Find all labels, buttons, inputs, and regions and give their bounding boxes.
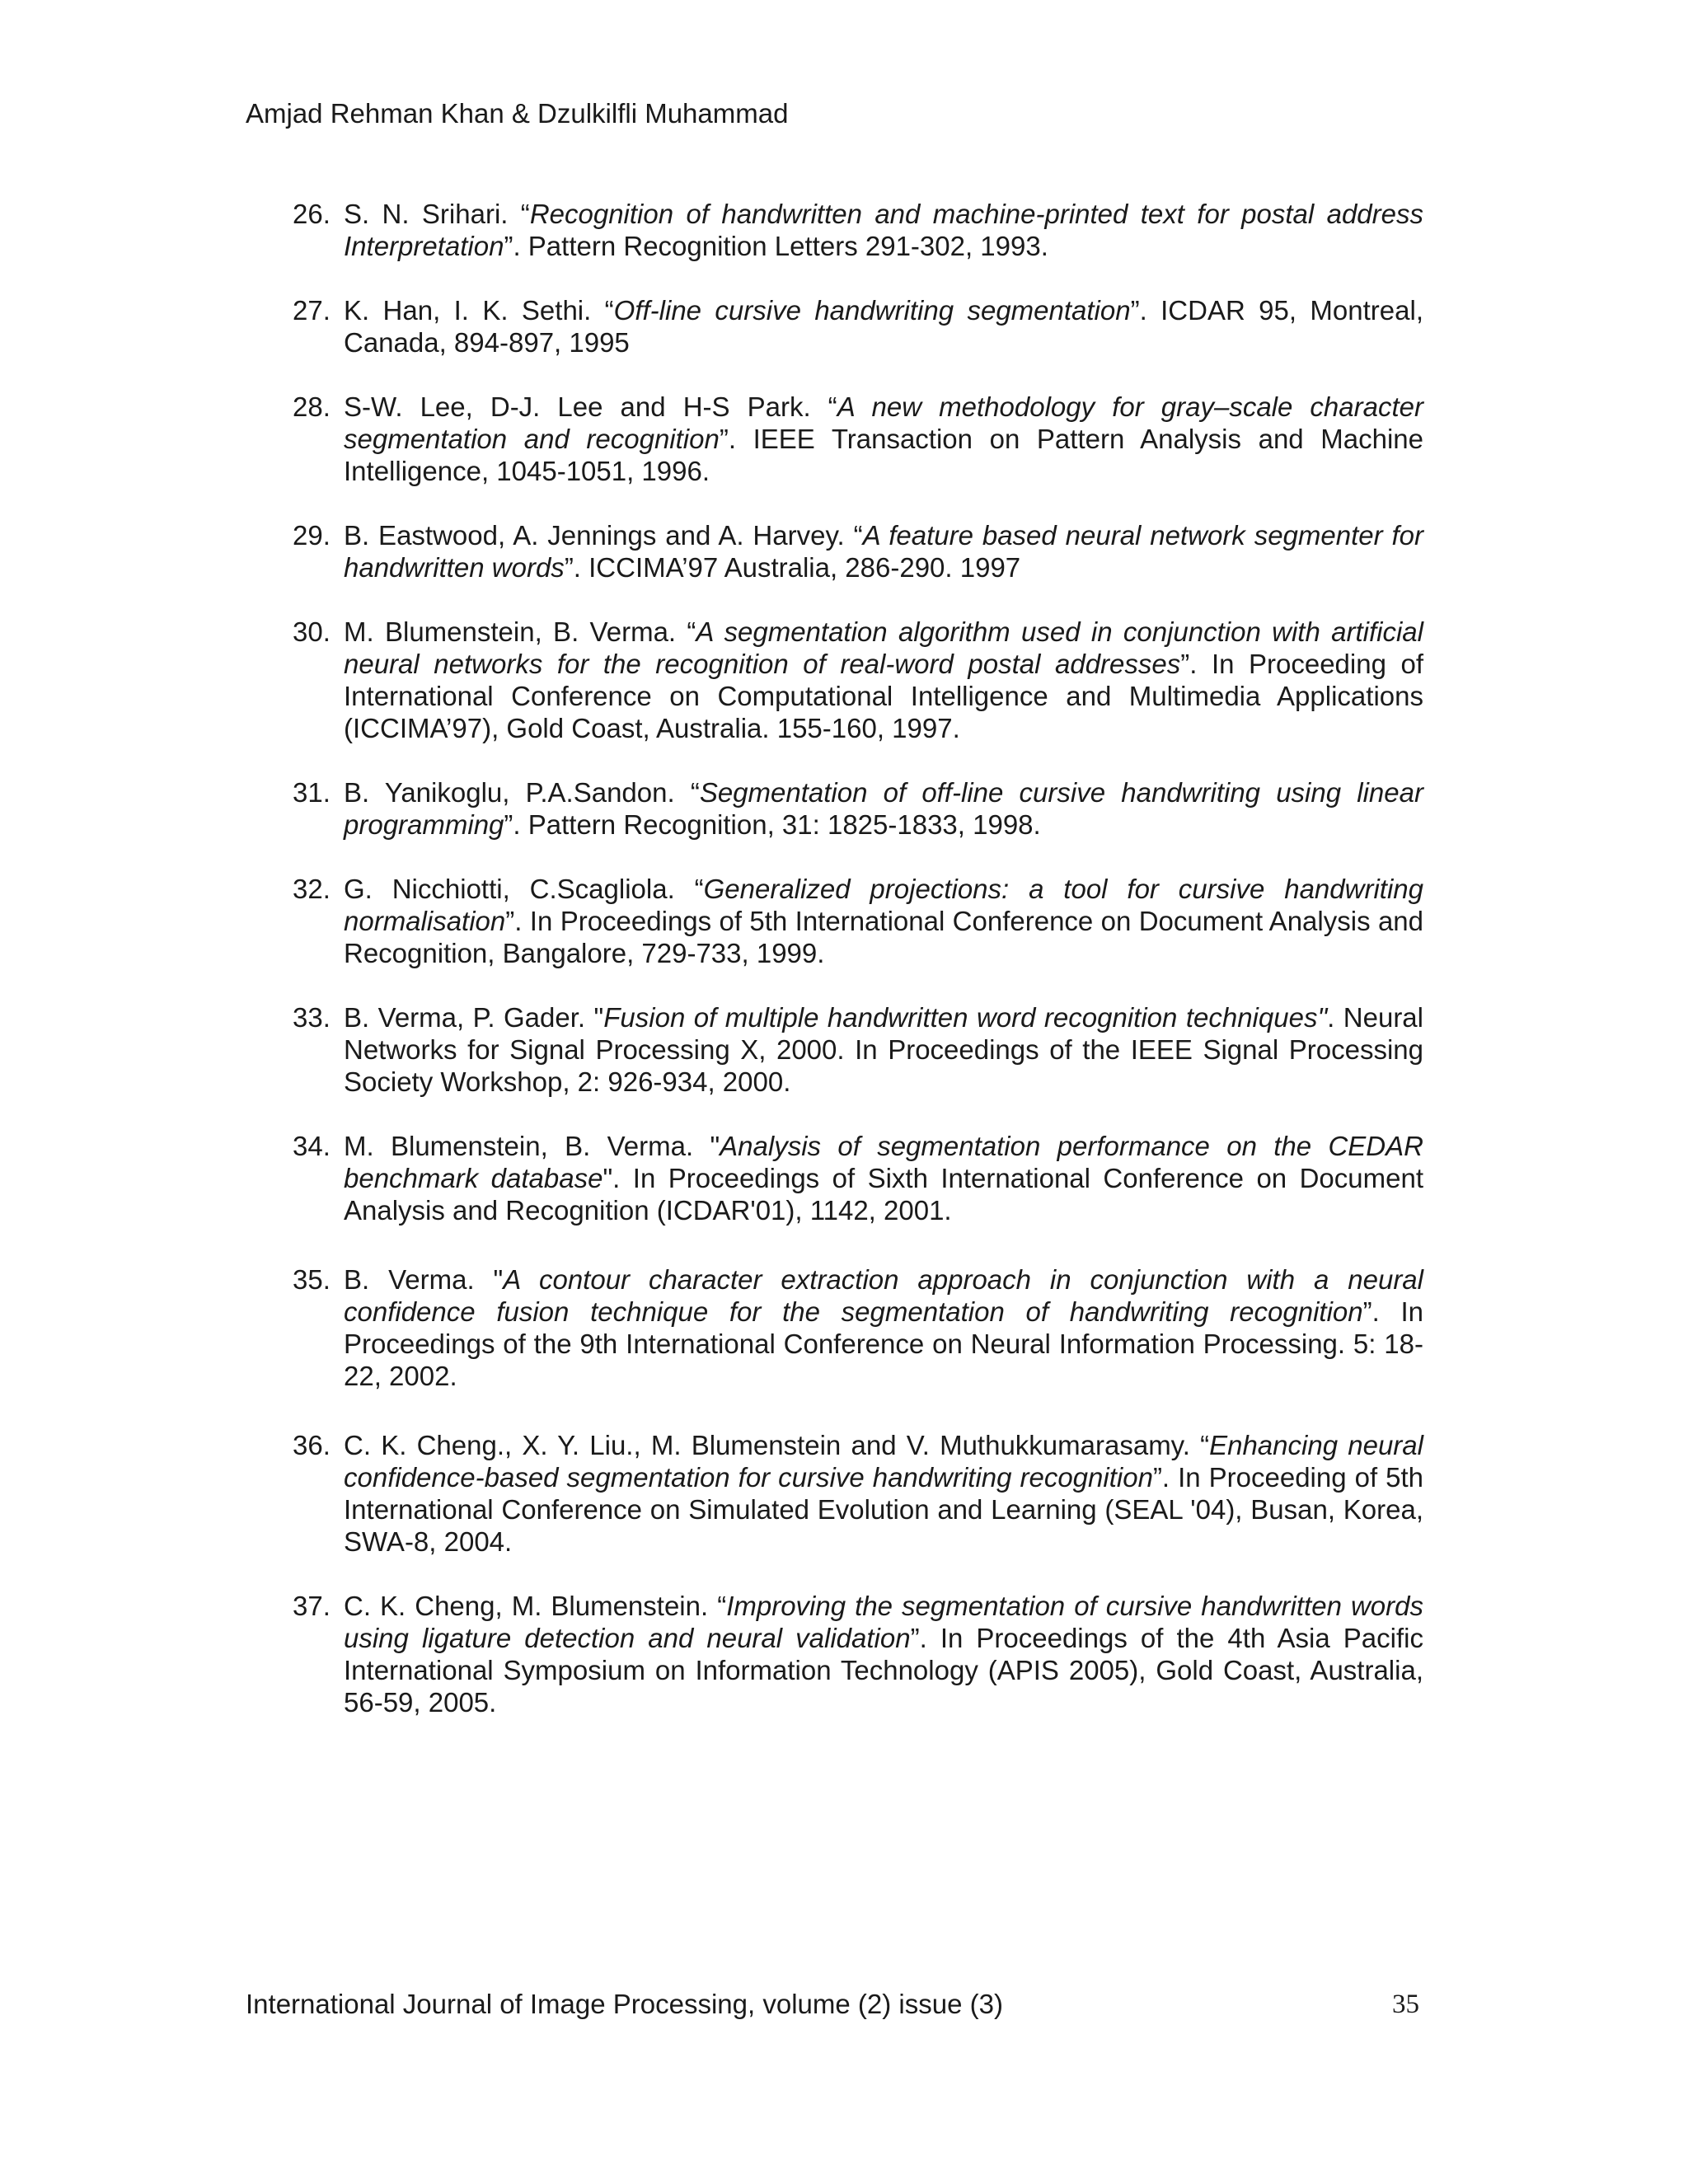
reference-authors: B. Verma, P. Gader. ": [344, 1002, 604, 1033]
reference-authors: K. Han, I. K. Sethi. “: [344, 295, 614, 326]
reference-source: ”. In Proceedings of the 4th Asia Pacific International Symposium on Information Technology (APIS 2005), Gold Coast, Australia, 56-59, 2005.: [344, 1623, 1423, 1718]
footer-journal-citation: International Journal of Image Processing, volume (2) issue (3): [246, 1989, 1003, 2019]
reference-number: 35.: [293, 1264, 331, 1295]
reference-number: 27.: [293, 295, 331, 326]
reference-title: A new methodology for gray–scale character segmentation and recognition: [344, 391, 1423, 454]
reference-authors: B. Eastwood, A. Jennings and A. Harvey. “: [344, 520, 863, 551]
reference-number: 34.: [293, 1131, 331, 1161]
reference-number: 37.: [293, 1591, 331, 1621]
reference-number: 26.: [293, 199, 331, 229]
reference-item: [293, 198, 1423, 262]
reference-number: 36.: [293, 1430, 331, 1460]
reference-item: [293, 294, 1423, 359]
reference-title: Generalized projections: a tool for cursive handwriting normalisation: [344, 874, 1423, 936]
reference-source: ”. In Proceedings of 5th International Conference on Document Analysis and Recognition, Bangalore, 729-733, 1999.: [344, 906, 1423, 968]
reference-authors: S-W. Lee, D-J. Lee and H-S Park. “: [344, 391, 837, 422]
reference-item: [293, 1429, 1423, 1558]
reference-item: [293, 1001, 1423, 1098]
reference-title: Off-line cursive handwriting segmentation: [613, 295, 1131, 326]
reference-source: ”. Pattern Recognition Letters 291-302, 1993.: [504, 231, 1048, 261]
reference-authors: C. K. Cheng., X. Y. Liu., M. Blumenstein and V. Muthukkumarasamy. “: [344, 1430, 1210, 1460]
reference-title: Analysis of segmentation performance on the CEDAR benchmark database: [344, 1131, 1423, 1193]
reference-title: Enhancing neural confidence-based segmentation for cursive handwriting recognition: [344, 1430, 1423, 1493]
reference-item: [293, 1130, 1423, 1226]
reference-authors: B. Verma. ": [344, 1264, 504, 1295]
reference-item: [293, 776, 1423, 841]
reference-title: A segmentation algorithm used in conjunction with artificial neural networks for the recognition of real-word postal addresses: [344, 616, 1423, 679]
reference-authors: M. Blumenstein, B. Verma. “: [344, 616, 696, 647]
reference-source: . Neural Networks for Signal Processing X, 2000. In Proceedings of the IEEE Signal Processing Society Workshop, 2: 926-934, 2000.: [344, 1002, 1423, 1097]
reference-source: ”. In Proceedings of the 9th International Conference on Neural Information Processing. 5: 18-22, 2002.: [344, 1296, 1424, 1391]
reference-item: [293, 1263, 1423, 1392]
reference-title: A feature based neural network segmenter for handwritten words: [344, 520, 1423, 583]
reference-title: A contour character extraction approach in conjunction with a neural confidence fusion technique for the segmentation of handwriting recognition: [344, 1264, 1423, 1327]
reference-source: ”. ICDAR 95, Montreal, Canada, 894-897, 1995: [344, 295, 1423, 358]
reference-authors: C. K. Cheng, M. Blumenstein. “: [344, 1591, 727, 1621]
reference-source: ”. In Proceeding of International Conference on Computational Intelligence and Multimedia Applications (ICCIMA’97), Gold Coast, Australia. 155-160, 1997.: [344, 649, 1423, 743]
reference-authors: G. Nicchiotti, C.Scagliola. “: [344, 874, 704, 904]
reference-list: [293, 198, 1423, 1750]
running-head-authors: Amjad Rehman Khan & Dzulkilfli Muhammad: [246, 98, 789, 129]
reference-number: 32.: [293, 874, 331, 904]
reference-title: Improving the segmentation of cursive handwritten words using ligature detection and neural validation: [344, 1591, 1423, 1653]
reference-title: Recognition of handwritten and machine-printed text for postal address Interpretation: [344, 199, 1424, 261]
reference-item: [293, 873, 1423, 969]
reference-authors: M. Blumenstein, B. Verma. ": [344, 1131, 720, 1161]
reference-number: 30.: [293, 616, 331, 647]
reference-authors: B. Yanikoglu, P.A.Sandon. “: [344, 777, 700, 808]
reference-source: ”. ICCIMA’97 Australia, 286-290. 1997: [564, 552, 1021, 583]
reference-authors: S. N. Srihari. “: [344, 199, 530, 229]
reference-item: [293, 616, 1423, 744]
reference-number: 29.: [293, 520, 331, 551]
reference-title: Segmentation of off-line cursive handwriting using linear programming: [344, 777, 1423, 840]
reference-source: ”. Pattern Recognition, 31: 1825-1833, 1998.: [504, 809, 1041, 840]
reference-source: ”. IEEE Transaction on Pattern Analysis and Machine Intelligence, 1045-1051, 1996.: [344, 424, 1423, 486]
reference-item: [293, 391, 1423, 487]
reference-source: ”. In Proceeding of 5th International Conference on Simulated Evolution and Learning (SEAL '04), Busan, Korea, SWA-8, 2004.: [344, 1462, 1423, 1557]
reference-source: ". In Proceedings of Sixth International Conference on Document Analysis and Recognition (ICDAR'01), 1142, 2001.: [344, 1163, 1423, 1226]
page-number: 35: [1392, 1990, 1419, 2019]
reference-title: Fusion of multiple handwritten word recognition techniques": [603, 1002, 1328, 1033]
reference-item: [293, 519, 1423, 583]
reference-item: [293, 1590, 1423, 1718]
reference-number: 31.: [293, 777, 331, 808]
reference-number: 28.: [293, 391, 331, 422]
reference-number: 33.: [293, 1002, 331, 1033]
